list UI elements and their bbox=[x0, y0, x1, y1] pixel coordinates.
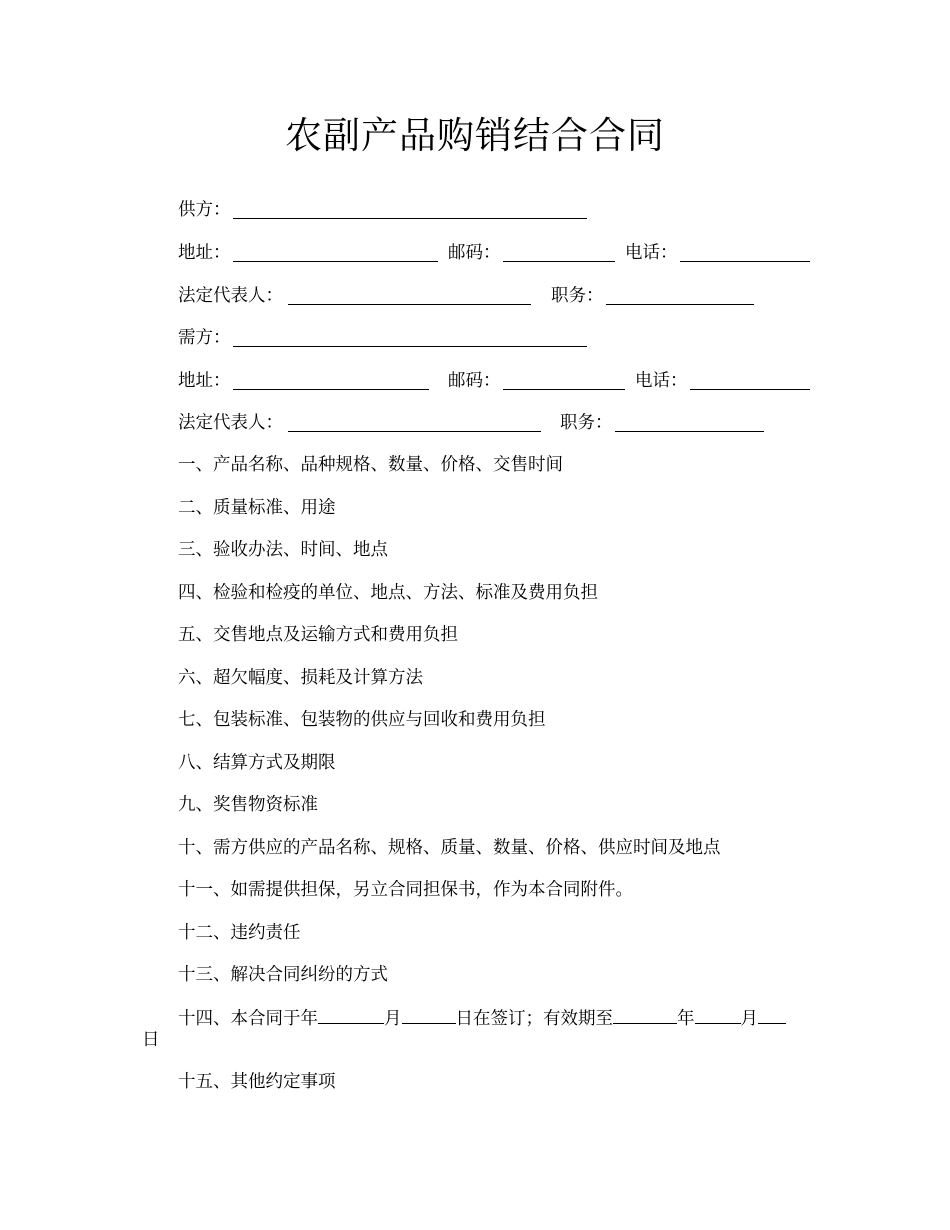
supplier-address-label: 地址： bbox=[178, 243, 231, 263]
buyer-address-row bbox=[178, 368, 818, 394]
expiry-month-blank bbox=[695, 1005, 741, 1024]
clause-8: 八、结算方式及期限 bbox=[178, 753, 336, 773]
sign-day-blank bbox=[402, 1005, 456, 1024]
supplier-rep-row bbox=[178, 283, 778, 309]
clause-14-month2: 月 bbox=[740, 1009, 758, 1029]
buyer-address-blank bbox=[233, 389, 429, 390]
buyer-address-label: 地址： bbox=[178, 371, 231, 391]
clause-12: 十二、违约责任 bbox=[178, 923, 301, 943]
clause-14-year: 年 bbox=[677, 1009, 695, 1029]
buyer-phone-label: 电话： bbox=[635, 371, 688, 391]
supplier-name-row bbox=[178, 197, 598, 223]
buyer-postcode-label: 邮码： bbox=[448, 371, 501, 391]
supplier-label: 供方： bbox=[178, 200, 231, 220]
clause-10: 十、需方供应的产品名称、规格、质量、数量、价格、供应时间及地点 bbox=[178, 838, 721, 858]
buyer-position-blank bbox=[615, 431, 764, 432]
clause-4: 四、检验和检疫的单位、地点、方法、标准及费用负担 bbox=[178, 583, 598, 603]
supplier-rep-label: 法定代表人： bbox=[178, 286, 283, 306]
clause-1: 一、产品名称、品种规格、数量、价格、交售时间 bbox=[178, 455, 563, 475]
buyer-label: 需方： bbox=[178, 328, 231, 348]
supplier-name-blank bbox=[233, 218, 587, 219]
supplier-rep-blank bbox=[288, 304, 531, 305]
supplier-postcode-label: 邮码： bbox=[448, 243, 501, 263]
clause-13: 十三、解决合同纠纷的方式 bbox=[178, 965, 388, 985]
clause-9: 九、奖售物资标准 bbox=[178, 795, 318, 815]
buyer-name-row bbox=[178, 325, 598, 351]
supplier-phone-label: 电话： bbox=[625, 243, 678, 263]
supplier-position-blank bbox=[606, 304, 754, 305]
clause-14-continuation: 日 bbox=[142, 1030, 160, 1050]
clause-14-prefix: 十四、本合同于年 bbox=[178, 1009, 318, 1029]
clause-7: 七、包装标准、包装物的供应与回收和费用负担 bbox=[178, 710, 546, 730]
buyer-rep-label: 法定代表人： bbox=[178, 413, 283, 433]
buyer-position-label: 职务： bbox=[560, 413, 613, 433]
buyer-rep-row bbox=[178, 410, 778, 436]
buyer-postcode-blank bbox=[503, 389, 625, 390]
sign-month-blank bbox=[318, 1005, 384, 1024]
clause-14-middle: 日在签订；有效期至 bbox=[455, 1009, 613, 1029]
clause-14 bbox=[178, 1005, 786, 1032]
expiry-day-blank bbox=[758, 1005, 786, 1024]
supplier-phone-blank bbox=[680, 261, 810, 262]
supplier-position-label: 职务： bbox=[551, 286, 604, 306]
clause-11: 十一、如需提供担保，另立合同担保书，作为本合同附件。 bbox=[178, 880, 633, 900]
clause-15: 十五、其他约定事项 bbox=[178, 1072, 336, 1092]
clause-6: 六、超欠幅度、损耗及计算方法 bbox=[178, 668, 423, 688]
buyer-name-blank bbox=[233, 346, 587, 347]
supplier-postcode-blank bbox=[503, 261, 615, 262]
supplier-address-blank bbox=[233, 261, 438, 262]
supplier-address-row bbox=[178, 240, 818, 266]
clause-3: 三、验收办法、时间、地点 bbox=[178, 540, 388, 560]
clause-5: 五、交售地点及运输方式和费用负担 bbox=[178, 625, 458, 645]
clause-2: 二、质量标准、用途 bbox=[178, 498, 336, 518]
expiry-year-blank bbox=[613, 1005, 677, 1024]
buyer-rep-blank bbox=[288, 431, 541, 432]
clause-14-month: 月 bbox=[384, 1009, 402, 1029]
document-title: 农副产品购销结合合同 bbox=[285, 114, 665, 157]
buyer-phone-blank bbox=[690, 389, 810, 390]
